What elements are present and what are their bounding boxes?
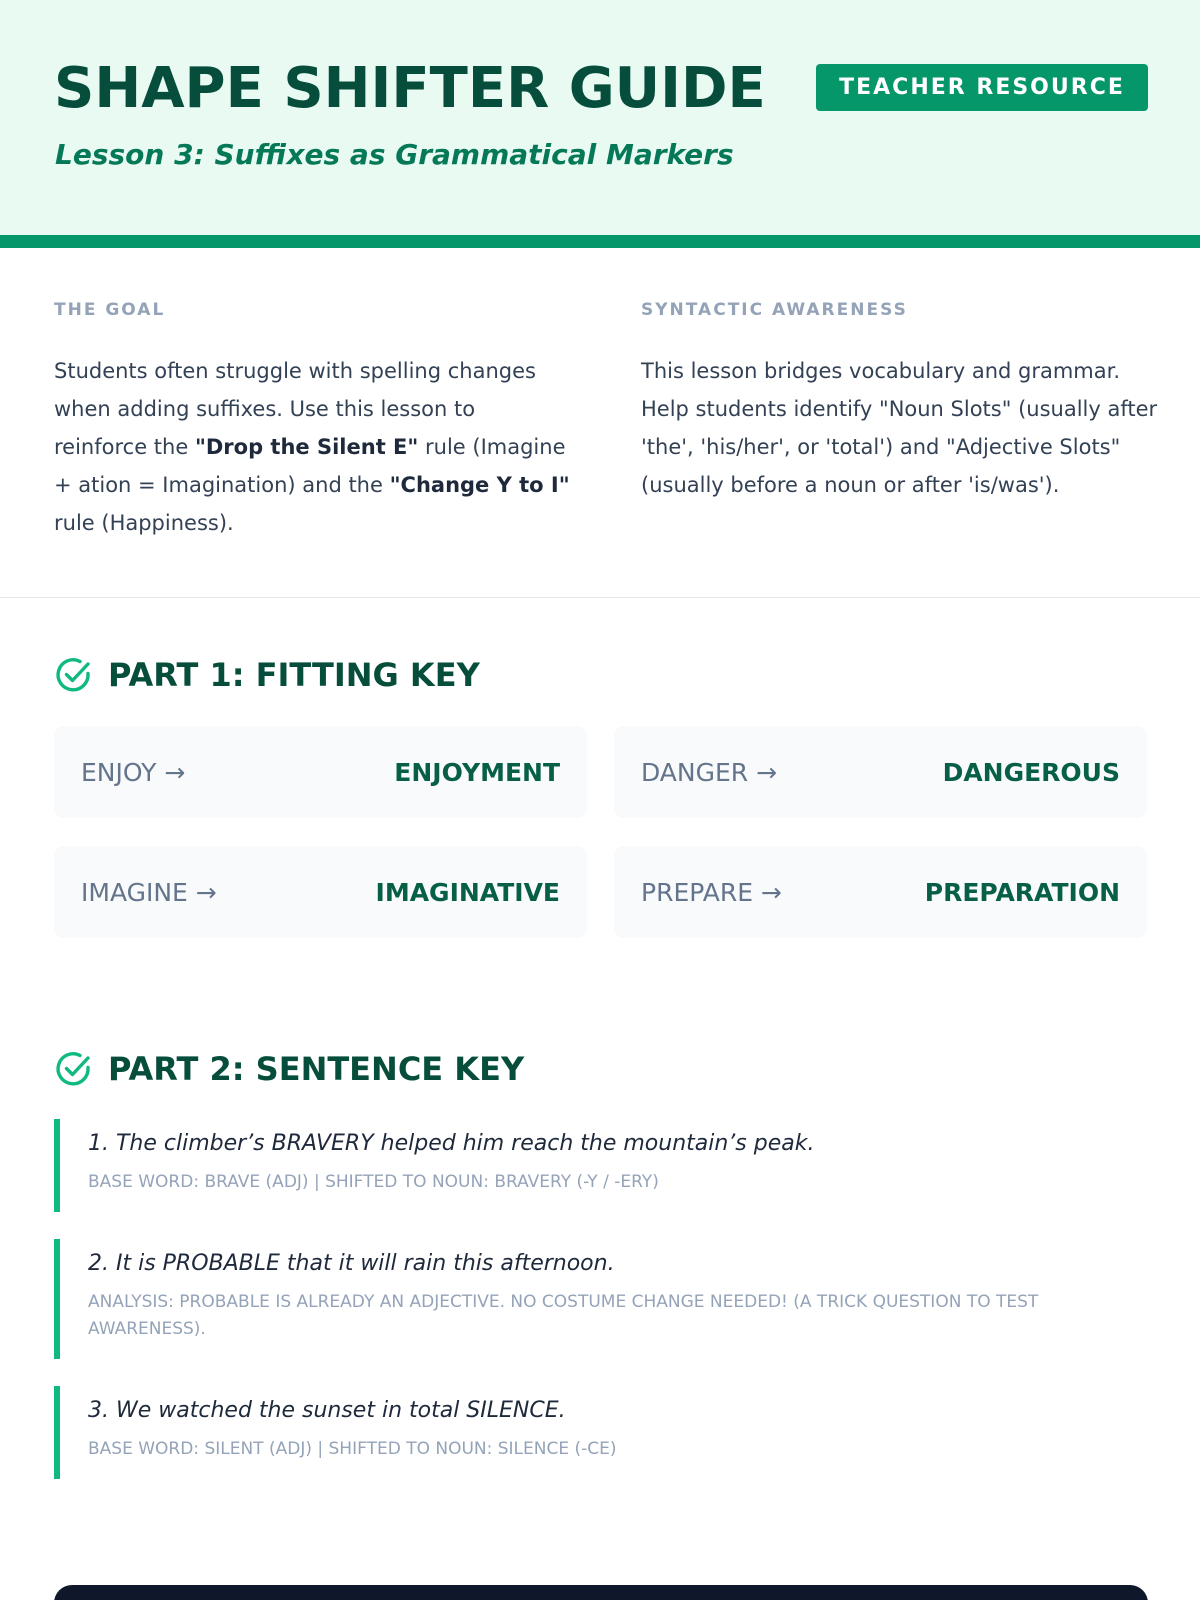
check-circle-icon [54,655,94,695]
card-result-word: DANGEROUS [942,757,1120,787]
card-result-word: ENJOYMENT [394,757,560,787]
part1-heading [54,655,480,695]
card-base-word: PREPARE → [641,877,782,907]
part2-heading [54,1049,524,1089]
goal-text-part: rule (Happiness). [54,511,234,535]
syntactic-section [641,300,1161,504]
fitting-card [54,846,587,938]
syntactic-label: SYNTACTIC AWARENESS [641,300,908,320]
page-title: SHAPE SHIFTER GUIDE [54,56,766,121]
fitting-card [614,726,1147,818]
fitting-card [614,846,1147,938]
card-base-word: DANGER → [641,757,778,787]
sentence-text: 1. The climber’s BRAVERY helped him reach the mountain’s peak. [88,1131,815,1156]
syntactic-text: This lesson bridges vocabulary and grammar. Help students identify "Noun Slots" (usually after 'the', 'his/her', or 'total') and "Adjective Slots" (usually before a noun or after 'is/was'). [641,359,1158,497]
change-y-to-i-rule: "Change Y to I" [389,473,570,497]
part2-title: PART 2: SENTENCE KEY [108,1050,525,1088]
goal-text [54,352,574,542]
card-result-word: IMAGINATIVE [375,877,560,907]
drop-silent-e-rule: "Drop the Silent E" [194,435,419,459]
sentence-item [54,1239,1148,1359]
sentence-text: 3. We watched the sunset in total SILENCE. [88,1398,566,1423]
lesson-subtitle: Lesson 3: Suffixes as Grammatical Markers [55,138,734,171]
sentence-item [54,1119,1148,1212]
header [0,0,1200,235]
sentence-note: BASE WORD: BRAVE (ADJ) | SHIFTED TO NOUN: BRAVERY (-Y / -ERY) [88,1172,659,1192]
fitting-card [54,726,587,818]
sentence-note: BASE WORD: SILENT (ADJ) | SHIFTED TO NOUN: SILENCE (-CE) [88,1439,617,1459]
card-base-word: IMAGINE → [81,877,217,907]
sentence-note: ANALYSIS: PROBABLE IS ALREADY AN ADJECTIVE. NO COSTUME CHANGE NEEDED! (A TRICK QUESTION TO TEST AWARENESS). [88,1292,1039,1339]
goal-text-part: rule (Imagine + ation = Imagination) and the [54,435,566,497]
teacher-resource-badge: TEACHER RESOURCE [816,64,1148,111]
goal-section [54,300,574,542]
sentence-item [54,1386,1148,1479]
footer-bar [54,1585,1148,1600]
divider [0,597,1200,598]
sentence-text: 2. It is PROBABLE that it will rain this afternoon. [88,1251,615,1276]
goal-label: THE GOAL [54,300,166,320]
goal-text-part: Students often struggle with spelling changes when adding suffixes. Use this lesson to reinforce the [54,359,536,459]
part1-title: PART 1: FITTING KEY [108,656,480,694]
check-circle-icon [54,1049,94,1089]
header-accent-bar [0,235,1200,248]
card-result-word: PREPARATION [924,877,1120,907]
card-base-word: ENJOY → [81,757,186,787]
